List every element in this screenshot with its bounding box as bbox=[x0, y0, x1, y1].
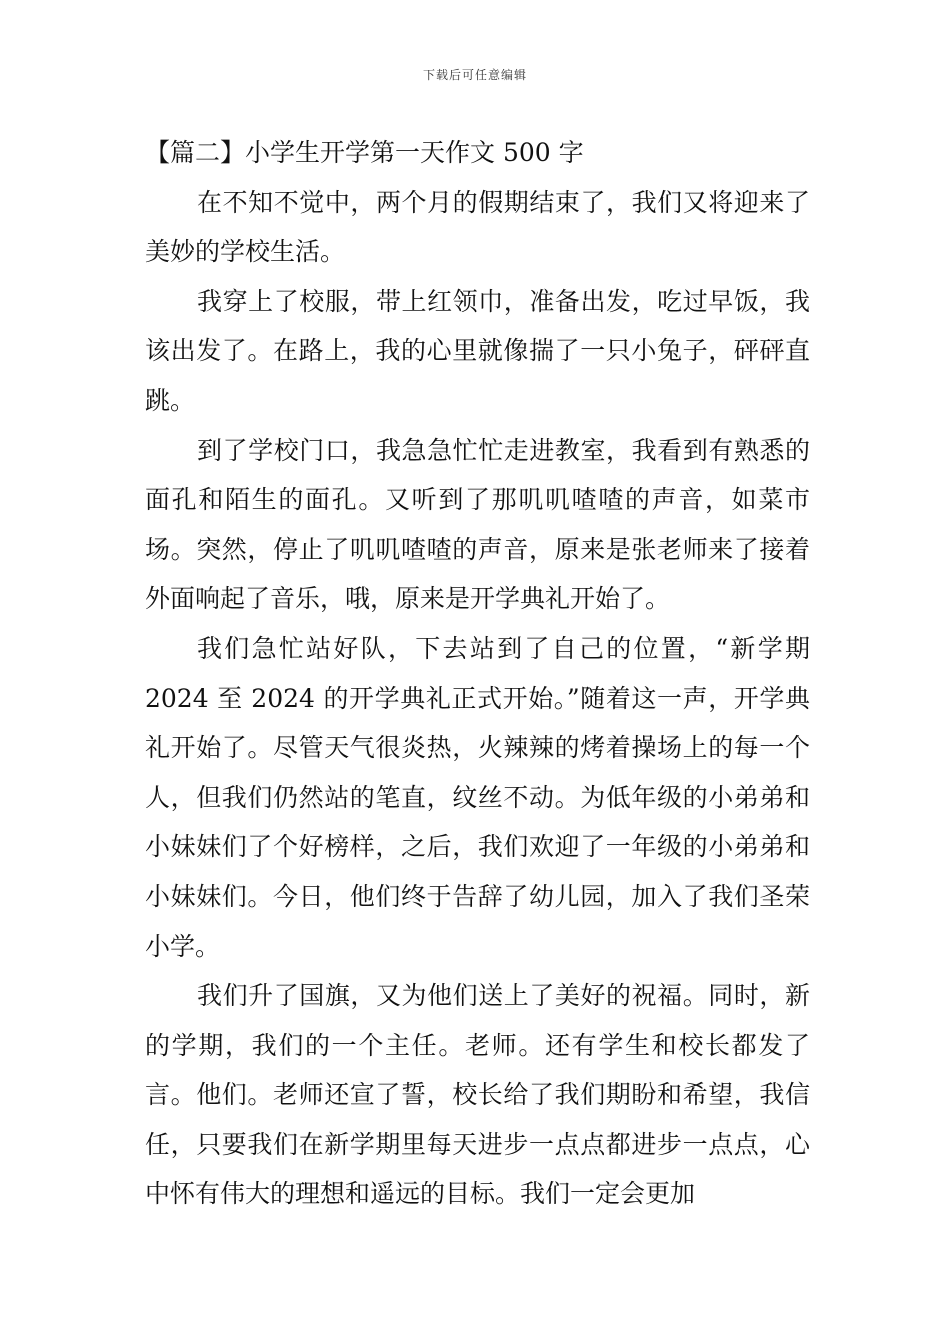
paragraph-4: 我们急忙站好队，下去站到了自己的位置，“新学期 2024 至 2024 的开学典礼正式开始。”随着这一声，开学典礼开始了。尽管天气很炎热，火辣辣的烤着操场上的每一个人，但我们仍然站的笔直，纹丝不动。为低年级的小弟弟和小妹妹们了个好榜样，之后，我们欢迎了一年级的小弟弟和小妹妹们。今日，他们终于告辞了幼儿园，加入了我们圣荣小学。 bbox=[145, 633, 810, 961]
header-note: 下载后可任意编辑 bbox=[422, 68, 527, 82]
paragraph-3: 到了学校门口，我急急忙忙走进教室，我看到有熟悉的面孔和陌生的面孔。又听到了那叽叽喳喳的声音，如菜市场。突然，停止了叽叽喳喳的声音，原来是张老师来了接着外面响起了音乐，哦，原来是开学典礼开始了。 bbox=[145, 435, 810, 614]
essay-title: 【篇二】小学生开学第一天作文 500 字 bbox=[145, 138, 584, 167]
paragraph-5: 我们升了国旗，又为他们送上了美好的祝福。同时，新的学期，我们的一个主任。老师。还有学生和校长都发了言。他们。老师还宣了誓，校长给了我们期盼和希望，我信任，只要我们在新学期里每天进步一点点都进步一点点，心中怀有伟大的理想和遥远的目标。我们一定会更加 bbox=[145, 981, 810, 1209]
essay-body bbox=[145, 128, 810, 1219]
paragraph-2: 我穿上了校服，带上红领巾，准备出发，吃过早饭，我该出发了。在路上，我的心里就像揣了一只小兔子，砰砰直跳。 bbox=[145, 286, 810, 415]
paragraph-1: 在不知不觉中，两个月的假期结束了，我们又将迎来了美妙的学校生活。 bbox=[145, 187, 810, 267]
